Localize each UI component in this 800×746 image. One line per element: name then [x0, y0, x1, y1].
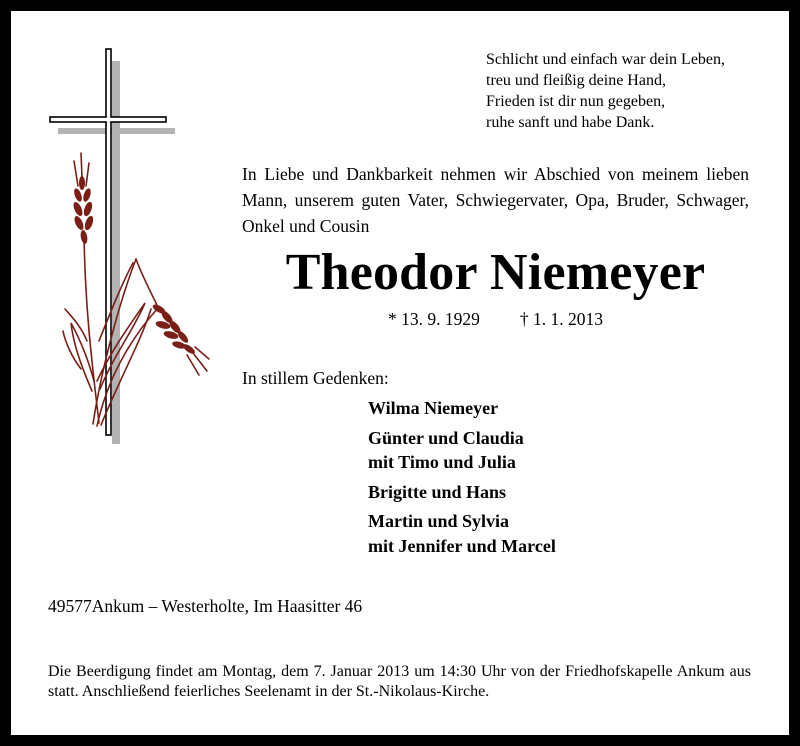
- death-date: † 1. 1. 2013: [519, 309, 603, 329]
- farewell-intro: In Liebe und Dankbarkeit nehmen wir Abschied von meinem lieben Mann, unserem guten Vater, Schwiegervater, Opa, Bruder, Schwager, Onkel und Cousin: [242, 164, 749, 236]
- mourning-label: In stillem Gedenken:: [242, 368, 389, 388]
- family-member: mit Timo und Julia: [368, 452, 516, 472]
- poem-line: ruhe sanft und habe Dank.: [486, 114, 655, 131]
- address: 49577Ankum – Westerholte, Im Haasitter 46: [48, 596, 363, 616]
- family-member: mit Jennifer und Marcel: [368, 535, 556, 556]
- poem-line: Schlicht und einfach war dein Leben,: [486, 51, 726, 68]
- poem: [486, 49, 725, 133]
- birth-date: * 13. 9. 1929: [388, 309, 480, 329]
- family-group: [368, 480, 556, 505]
- poem-line: treu und fleißig deine Hand,: [486, 72, 666, 89]
- cross-icon: [50, 49, 175, 444]
- obituary-notice: [11, 11, 789, 735]
- poem-line: Frieden ist dir nun gegeben,: [486, 93, 666, 110]
- life-dates: [242, 308, 749, 330]
- funeral-details: Die Beerdigung findet am Montag, dem 7. Januar 2013 um 14:30 Uhr von der Friedhofskapelle Ankum aus statt. Anschließend feierliches Seelenamt in der St.-Nikolaus-Kirche.: [48, 663, 751, 700]
- family-member: Wilma Niemeyer: [368, 398, 499, 418]
- family-member: Martin und Sylvia: [368, 511, 510, 531]
- family-group: [368, 426, 556, 475]
- cross-with-wheat-illustration: [41, 41, 211, 451]
- family-member: Brigitte und Hans: [368, 481, 507, 502]
- family-list: [368, 396, 556, 563]
- family-group: [368, 396, 556, 421]
- family-member: Günter und Claudia: [368, 427, 524, 448]
- family-group: [368, 509, 556, 558]
- wheat-icon: [63, 153, 209, 426]
- deceased-name: Theodor Niemeyer: [285, 244, 706, 301]
